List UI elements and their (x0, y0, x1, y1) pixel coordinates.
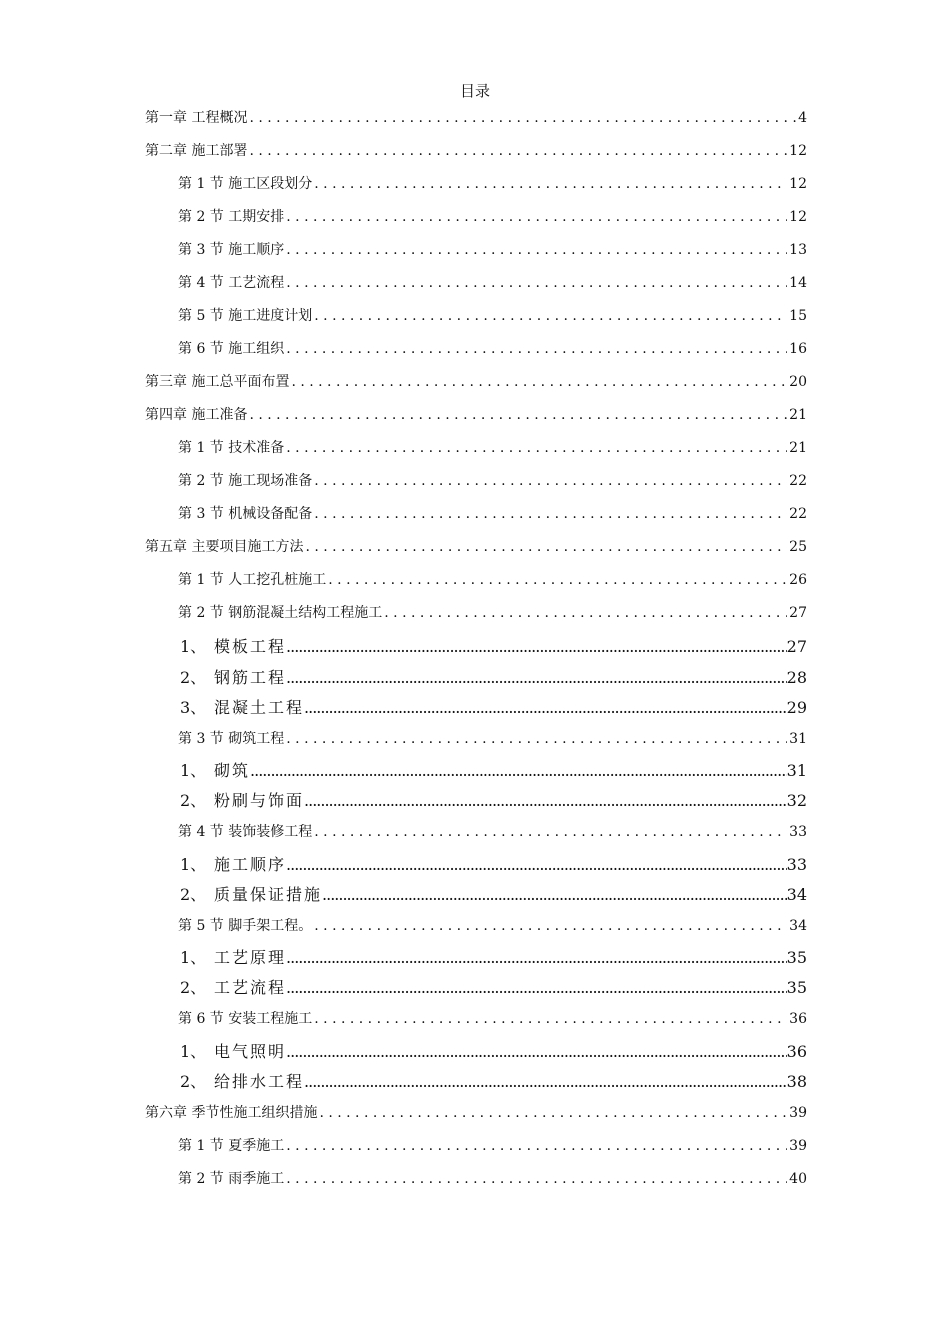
toc-title: 目录 (459, 82, 490, 100)
toc-page-number: 33 (789, 824, 807, 840)
toc-page-number: 29 (786, 698, 807, 717)
toc-entry-label (180, 697, 304, 719)
toc-entry-text: 质量保证措施 (214, 885, 323, 904)
toc-dot-leader (286, 1136, 787, 1156)
toc-entry-text: 电气照明 (214, 1042, 287, 1061)
toc-dot-leader (304, 1071, 787, 1093)
toc-entry[interactable] (178, 504, 807, 524)
toc-entry[interactable] (178, 1169, 807, 1189)
toc-page-number: 32 (786, 791, 807, 810)
toc-entry[interactable] (180, 697, 807, 719)
toc-entry-label (180, 854, 286, 876)
toc-dot-leader (250, 760, 787, 782)
toc-entry[interactable] (145, 108, 807, 128)
toc-page-number: 22 (789, 473, 807, 489)
toc-entry-label: 第 1 节 人工挖孔桩施工 (178, 572, 327, 588)
toc-page-number: 25 (789, 539, 807, 555)
toc-entry-label: 第 5 节 施工进度计划 (178, 308, 313, 324)
toc-entry[interactable] (178, 207, 807, 227)
toc-entry-text: 砌筑 (214, 761, 251, 780)
toc-entry[interactable] (178, 1009, 807, 1029)
toc-entry[interactable] (178, 306, 807, 326)
toc-entry-label (180, 1041, 286, 1063)
toc-page-number: 38 (786, 1072, 807, 1091)
toc-entry-label: 第 4 节 工艺流程 (178, 275, 285, 291)
toc-page-number: 4 (798, 110, 807, 126)
toc-dot-leader (286, 729, 787, 749)
toc-entry-label: 第 2 节 钢筋混凝土结构工程施工 (178, 605, 383, 621)
toc-entry-label (180, 636, 286, 658)
toc-dot-leader (286, 667, 787, 689)
toc-entry-number: 2、 (180, 1072, 207, 1091)
toc-dot-leader (286, 1169, 787, 1189)
toc-page-number: 13 (789, 242, 807, 258)
toc-dot-leader (286, 947, 787, 969)
toc-dot-leader (249, 141, 787, 161)
toc-dot-leader (322, 884, 787, 906)
toc-entry[interactable] (178, 174, 807, 194)
toc-dot-leader (286, 977, 787, 999)
toc-entry-label (180, 667, 286, 689)
toc-page-number: 15 (789, 308, 807, 324)
toc-entry[interactable] (178, 603, 807, 623)
toc-entry[interactable] (180, 790, 807, 812)
toc-entry-label: 第 3 节 施工顺序 (178, 242, 285, 258)
toc-entry[interactable] (180, 636, 807, 658)
toc-page-number: 20 (789, 374, 807, 390)
toc-entry-text: 工艺原理 (214, 948, 287, 967)
toc-entry[interactable] (145, 537, 807, 557)
toc-dot-leader (305, 537, 787, 557)
toc-entry-text: 施工顺序 (214, 855, 287, 874)
toc-entry[interactable] (178, 729, 807, 749)
toc-entry[interactable] (178, 339, 807, 359)
toc-entry-text: 粉刷与饰面 (214, 791, 305, 810)
toc-page-number: 26 (789, 572, 807, 588)
toc-entry-label (180, 947, 286, 969)
toc-entry-label: 第四章 施工准备 (145, 407, 248, 423)
toc-dot-leader (291, 372, 787, 392)
toc-page-number: 14 (789, 275, 807, 291)
toc-page-number: 27 (789, 605, 807, 621)
toc-entry-label: 第 4 节 装饰装修工程 (178, 824, 313, 840)
toc-page-number: 27 (786, 637, 807, 656)
toc-page-number: 36 (789, 1011, 807, 1027)
toc-page-number: 35 (786, 948, 807, 967)
toc-dot-leader (314, 504, 787, 524)
toc-entry-label (180, 977, 286, 999)
toc-dot-leader (314, 916, 787, 936)
toc-entry[interactable] (180, 1041, 807, 1063)
toc-entry[interactable] (145, 141, 807, 161)
toc-entry-number: 2、 (180, 668, 207, 687)
toc-page-number: 34 (786, 885, 807, 904)
toc-entry[interactable] (145, 1103, 807, 1123)
toc-dot-leader (286, 240, 787, 260)
toc-page-number: 22 (789, 506, 807, 522)
toc-entry[interactable] (180, 760, 807, 782)
toc-page-number: 21 (789, 440, 807, 456)
toc-dot-leader (304, 790, 787, 812)
toc-entry-label: 第 2 节 工期安排 (178, 209, 285, 225)
toc-entry-label: 第 1 节 夏季施工 (178, 1138, 285, 1154)
toc-dot-leader (286, 438, 787, 458)
toc-dot-leader (328, 570, 787, 590)
toc-entry-label: 第 2 节 雨季施工 (178, 1171, 285, 1187)
toc-entry-label: 第 6 节 安装工程施工 (178, 1011, 313, 1027)
toc-entry-label: 第 5 节 脚手架工程。 (178, 918, 313, 934)
toc-page-number: 12 (789, 176, 807, 192)
toc-entry-text: 工艺流程 (214, 978, 287, 997)
toc-entry-label (180, 790, 304, 812)
toc-entry-number: 2、 (180, 791, 207, 810)
toc-entry[interactable] (180, 854, 807, 876)
toc-dot-leader (286, 1041, 787, 1063)
toc-entry-label: 第三章 施工总平面布置 (145, 374, 290, 390)
toc-dot-leader (314, 174, 787, 194)
toc-page-number: 39 (789, 1105, 807, 1121)
toc-entry-number: 1、 (180, 1042, 207, 1061)
toc-page-number: 34 (789, 918, 807, 934)
toc-entry[interactable] (178, 240, 807, 260)
toc-entry-number: 1、 (180, 761, 207, 780)
toc-entry-number: 1、 (180, 855, 207, 874)
toc-dot-leader (286, 273, 787, 293)
toc-entry-label: 第 3 节 砌筑工程 (178, 731, 285, 747)
toc-page-number: 21 (789, 407, 807, 423)
toc-entry-text: 混凝土工程 (214, 698, 305, 717)
toc-entry-label: 第 3 节 机械设备配备 (178, 506, 313, 522)
toc-page-number: 31 (786, 761, 807, 780)
toc-entry[interactable] (178, 570, 807, 590)
toc-page-number: 16 (789, 341, 807, 357)
toc-entry[interactable] (180, 947, 807, 969)
toc-entry-label: 第五章 主要项目施工方法 (145, 539, 304, 555)
toc-entry[interactable] (180, 1071, 807, 1093)
toc-entry[interactable] (178, 438, 807, 458)
toc-entry-number: 2、 (180, 978, 207, 997)
toc-entry-label: 第 2 节 施工现场准备 (178, 473, 313, 489)
toc-dot-leader (286, 854, 787, 876)
toc-entry[interactable] (180, 667, 807, 689)
toc-entry-label: 第一章 工程概况 (145, 110, 248, 126)
toc-entry[interactable] (178, 471, 807, 491)
toc-entry[interactable] (180, 884, 807, 906)
toc-dot-leader (286, 339, 787, 359)
toc-entry-label: 第 1 节 施工区段划分 (178, 176, 313, 192)
toc-entry-text: 钢筋工程 (214, 668, 287, 687)
toc-entry-text: 给排水工程 (214, 1072, 305, 1091)
toc-dot-leader (319, 1103, 787, 1123)
toc-dot-leader (286, 636, 787, 658)
toc-dot-leader (286, 207, 787, 227)
toc-page-number: 36 (786, 1042, 807, 1061)
toc-dot-leader (249, 405, 787, 425)
toc-entry[interactable] (178, 916, 807, 936)
toc-entry-number: 1、 (180, 637, 207, 656)
toc-page-number: 40 (789, 1171, 807, 1187)
toc-entry-label (180, 884, 322, 906)
toc-dot-leader (384, 603, 787, 623)
toc-entry-label: 第 1 节 技术准备 (178, 440, 285, 456)
toc-dot-leader (314, 471, 787, 491)
toc-dot-leader (249, 108, 796, 128)
toc-entry-label (180, 760, 250, 782)
toc-dot-leader (314, 306, 787, 326)
toc-entry-number: 1、 (180, 948, 207, 967)
toc-entry-label (180, 1071, 304, 1093)
toc-page-number: 39 (789, 1138, 807, 1154)
toc-entry-text: 模板工程 (214, 637, 287, 656)
toc-dot-leader (314, 822, 787, 842)
toc-page-number: 28 (786, 668, 807, 687)
toc-page-number: 12 (789, 143, 807, 159)
toc-page-number: 33 (786, 855, 807, 874)
toc-entry-label: 第六章 季节性施工组织措施 (145, 1105, 318, 1121)
toc-entry[interactable] (178, 1136, 807, 1156)
toc-page-number: 12 (789, 209, 807, 225)
toc-entry-label: 第二章 施工部署 (145, 143, 248, 159)
toc-entry-label: 第 6 节 施工组织 (178, 341, 285, 357)
toc-page-number: 35 (786, 978, 807, 997)
toc-dot-leader (304, 697, 787, 719)
toc-entry[interactable] (145, 405, 807, 425)
toc-page-number: 31 (789, 731, 807, 747)
toc-entry[interactable] (178, 273, 807, 293)
toc-entry[interactable] (178, 822, 807, 842)
toc-entry[interactable] (145, 372, 807, 392)
toc-entry-number: 3、 (180, 698, 207, 717)
toc-entry[interactable] (180, 977, 807, 999)
toc-entry-number: 2、 (180, 885, 207, 904)
toc-dot-leader (314, 1009, 787, 1029)
